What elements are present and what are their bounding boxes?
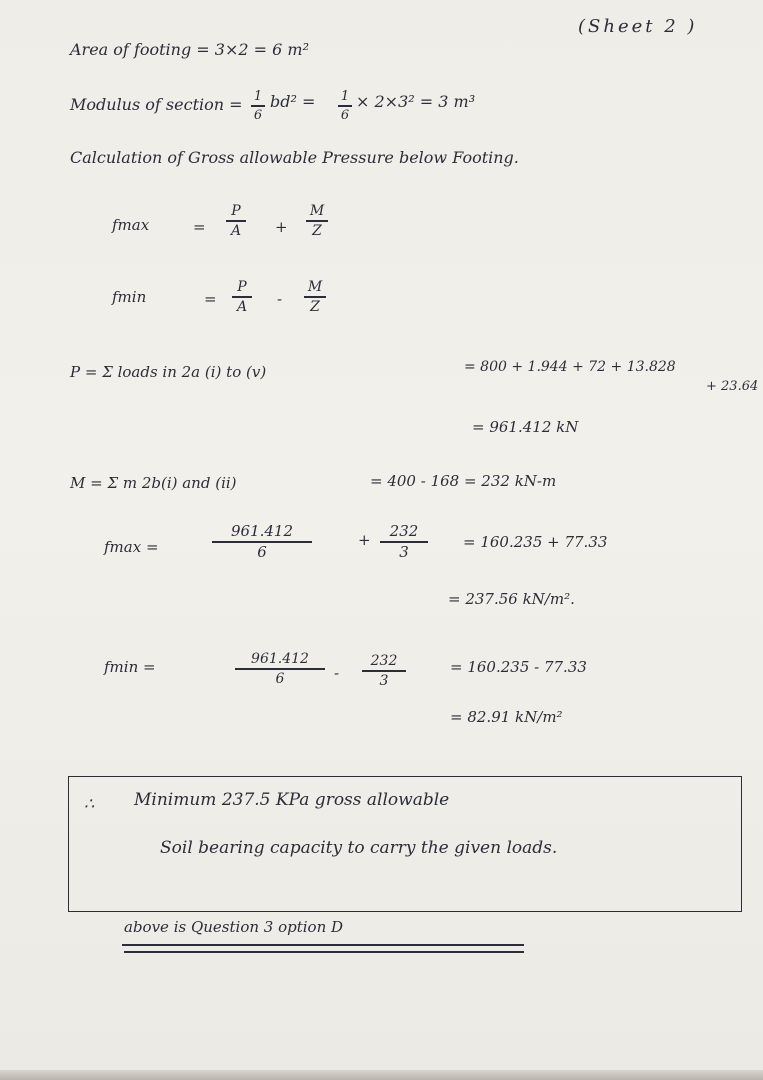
fmax-frac-mz: M Z <box>306 204 328 238</box>
fmin-calc-op: - <box>334 664 340 682</box>
fmin-calc-lhs: fmin = <box>104 658 156 676</box>
fmax-calc-frac-1: 961.412 6 <box>212 524 312 560</box>
area-line: Area of footing = 3×2 = 6 m² <box>70 40 309 59</box>
fmin-frac-mz: M Z <box>304 280 326 314</box>
modulus-frac-2: 1 6 <box>338 90 352 122</box>
conclusion-line-1: Minimum 237.5 KPa gross allowable <box>134 790 450 810</box>
page-edge <box>0 1070 763 1080</box>
footer-underline-2 <box>124 951 524 953</box>
fmin-calc-frac-1: 961.412 6 <box>235 652 325 686</box>
p-line-lhs: P = Σ loads in 2a (i) to (v) <box>70 363 267 381</box>
fmax-frac-pa: P A <box>226 204 246 238</box>
p-line-rhs: = 800 + 1.944 + 72 + 13.828 <box>464 359 676 375</box>
footer-note: above is Question 3 option D <box>124 918 344 936</box>
fmin-symbol: fmin <box>112 288 147 306</box>
p-line-rhs-cont: + 23.64 <box>706 379 759 394</box>
fmax-calc-rhs: = 160.235 + 77.33 <box>463 533 608 551</box>
modulus-prefix: Modulus of section = <box>70 95 243 114</box>
fmin-calc-result: = 82.91 kN/m² <box>450 708 563 726</box>
p-result: = 961.412 kN <box>472 418 579 436</box>
fmax-calc-frac-2: 232 3 <box>380 524 428 560</box>
modulus-mid: bd² = <box>270 92 316 111</box>
footer-underline-1 <box>122 944 524 946</box>
fmin-minus: - <box>277 290 283 308</box>
fmax-eq: = <box>193 218 206 236</box>
fmax-plus: + <box>275 218 288 236</box>
modulus-frac-1: 1 6 <box>251 90 265 122</box>
fmin-calc-rhs: = 160.235 - 77.33 <box>450 658 587 676</box>
fmin-calc-frac-2: 232 3 <box>362 654 406 688</box>
m-line-lhs: M = Σ m 2b(i) and (ii) <box>70 474 237 492</box>
fmax-calc-op: + <box>358 531 371 549</box>
modulus-tail: × 2×3² = 3 m³ <box>356 92 476 111</box>
conclusion-line-2: Soil bearing capacity to carry the given loads. <box>160 838 558 858</box>
therefore-symbol: ∴ <box>84 794 95 813</box>
fmin-eq: = <box>204 290 217 308</box>
fmax-symbol: fmax <box>112 216 150 234</box>
calc-heading: Calculation of Gross allowable Pressure below Footing. <box>70 148 519 167</box>
fmax-calc-result: = 237.56 kN/m². <box>448 590 575 608</box>
sheet-label: (Sheet 2 ) <box>578 16 698 37</box>
fmax-calc-lhs: fmax = <box>104 538 159 556</box>
fmin-frac-pa: P A <box>232 280 252 314</box>
m-line-rhs: = 400 - 168 = 232 kN-m <box>370 472 557 490</box>
